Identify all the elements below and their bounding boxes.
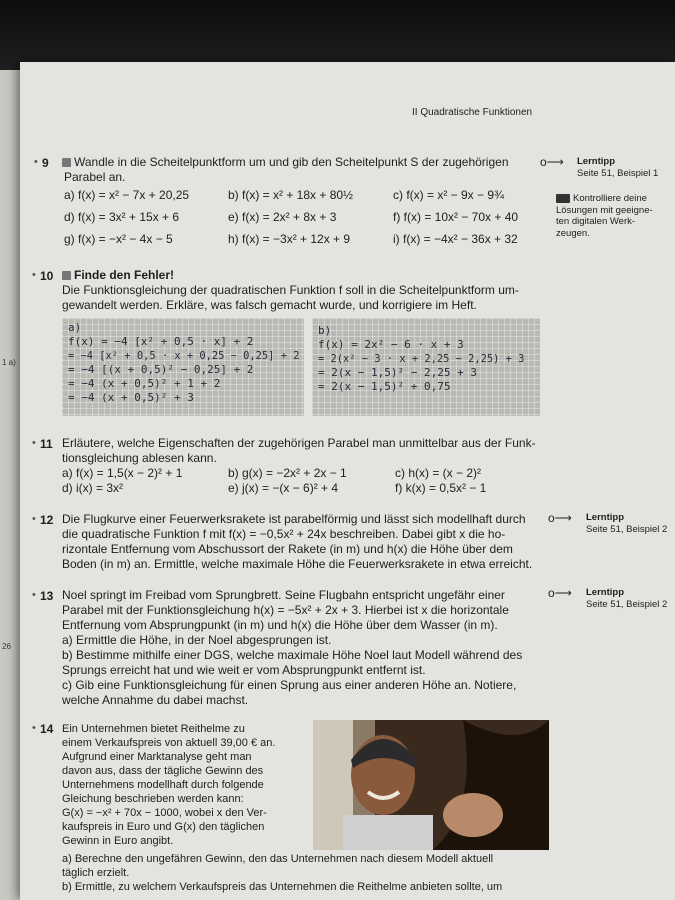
task-text-line: kaufspreis in Euro und G(x) den täglichen [62,821,265,833]
exercise-item: e) j(x) = −(x − 6)² + 4 [228,481,339,495]
task-text-line: Wandle in die Scheitelpunktform um und gib den Scheitelpunkt S der zugehörigen [62,155,509,171]
exercise-item: d) f(x) = 3x² + 15x + 6 [64,210,180,224]
handwritten-line: = −4 (x + 0,5)² + 1 + 2 [68,377,221,390]
task-text-line: Erläutere, welche Eigenschaften der zugehörigen Parabel man unmittelbar aus der Funk- [62,436,536,450]
arrow-right-icon: o⟶ [548,586,572,600]
handwritten-line: = −4 [(x + 0,5)² − 0,25] + 2 [68,363,254,376]
task-text-line: davon aus, dass der tägliche Gewinn des [62,765,264,777]
handwritten-line: a) [68,321,82,334]
task-text-line: Aufgrund einer Marktanalyse geht man [62,751,252,763]
task-text-line: tionsgleichung ablesen kann. [62,451,217,465]
task-text-line: die quadratische Funktion f mit f(x) = −0,5x² + 24x beschreiben. Dabei gibt x die ho- [62,527,506,541]
lerntipp-box: Lerntipp Seite 51, Beispiel 2 [586,587,668,610]
subtask-line: b) Bestimme mithilfe einer DGS, welche maximale Höhe Noel laut Modell während des [62,648,523,662]
exercise-item: b) f(x) = x² + 18x + 80½ [228,188,354,202]
subtask-line: c) Gib eine Funktionsgleichung für einen Sprung aus einer anderen Höhe an. Notiere, [62,678,517,692]
lerntipp-box: Lerntipp Seite 51, Beispiel 2 [586,512,668,535]
task-text-line: Boden (in m) an. Ermittle, welche maximale Höhe die Feuerwerksrakete in etwa erreicht. [62,557,533,571]
exercise-item: b) g(x) = −2x² + 2x − 1 [228,466,347,480]
task-text-line: Gleichung beschrieben werden kann: [62,793,244,805]
handwritten-line: f(x) = 2x² − 6 · x + 3 [318,338,464,351]
task-text-line: Parabel an. [64,170,126,184]
subtask-line: welche Annahme du dabei machst. [62,693,249,707]
handwritten-line: = 2(x² − 3 · x + 2,25 − 2,25) + 3 [318,353,525,365]
task-text-line: Die Funktionsgleichung der quadratischen Funktion f soll in die Scheitelpunktform um- [62,283,519,297]
task-text-line: Unternehmens modellhaft durch folgende [62,779,264,791]
subtask-line: a) Berechne den ungefähren Gewinn, den das Unternehmen nach diesem Modell aktuell [62,853,494,865]
subtask-line: täglich erzielt. [62,867,130,879]
handwritten-line: f(x) = −4 [x² + 0,5 · x] + 2 [68,335,254,348]
task-text-line: Gewinn in Euro angibt. [62,835,174,847]
task-text-line: Entfernung vom Absprungpunkt (in m) und h(x) die Höhe über dem Wasser (in m). [62,618,498,632]
exercise-item: e) f(x) = 2x² + 8x + 3 [228,210,337,224]
exercise-item: c) h(x) = (x − 2)² [395,466,482,480]
exercise-item: a) f(x) = 1,5(x − 2)² + 1 [62,466,183,480]
task-number: 12 [40,513,54,527]
photo-illustration [313,720,549,850]
exercise-item: c) f(x) = x² − 9x − 9¾ [393,188,505,202]
subtask-line: a) Ermittle die Höhe, in der Noel abgesprungen ist. [62,633,332,647]
exercise-item: a) f(x) = x² − 7x + 20,25 [64,188,190,202]
arrow-right-icon: o⟶ [540,155,564,169]
handwritten-line: = 2(x − 1,5)² + 0,75 [318,380,451,393]
handwritten-line: b) [318,324,332,337]
left-page-fragment: 1 a) [2,358,16,367]
lerntipp-box: Lerntipp Seite 51, Beispiel 1 [577,156,659,179]
task-text-line: rizontale Entfernung vom Abschussort der Rakete (in m) und h(x) die Höhe über dem [62,542,513,556]
task-text-line: gewandelt werden. Erkläre, was falsch gemacht wurde, und korrigiere im Heft. [62,298,477,312]
handwritten-line: = −4 (x + 0,5)² + 3 [68,391,194,404]
task-text-line: Die Flugkurve einer Feuerwerksrakete ist parabelförmig und lässt sich modellhaft durch [62,512,526,526]
exercise-item: f) k(x) = 0,5x² − 1 [395,481,487,495]
page-header-title: II Quadratische Funktionen [412,107,533,118]
task-number: 11 [40,437,53,451]
task-text-line: G(x) = −x² + 70x − 1000, wobei x den Ver- [62,807,267,819]
task-text-line: Noel springt im Freibad vom Sprungbrett. Seine Flugbahn entspricht ungefähr einer [62,588,505,602]
exercise-item: i) f(x) = −4x² − 36x + 32 [393,232,518,246]
exercise-item: d) i(x) = 3x² [62,481,124,495]
exercise-item: f) f(x) = 10x² − 70x + 40 [393,210,519,224]
left-page-fragment: 26 [2,642,11,651]
task-number: 14 [40,722,54,736]
worksheet-icon [62,271,71,280]
worksheet-icon [62,158,71,167]
digital-tools-icon [556,194,570,203]
handwritten-line: = 2(x − 1,5)² − 2,25 + 3 [318,366,477,379]
exercise-item: h) f(x) = −3x² + 12x + 9 [228,232,351,246]
left-page-edge [0,70,20,900]
task-text-line: Parabel mit der Funktionsgleichung h(x) = −5x² + 2x + 3. Hierbei ist x die horizontale [62,603,509,617]
arrow-right-icon: o⟶ [548,511,572,525]
digital-note: Kontrolliere deine Lösungen mit geeigne- ten digitalen Werk- zeugen. [556,193,653,239]
subtask-line: Sprungs erreicht hat und wie weit er vom Absprungpunkt entfernt ist. [62,663,426,677]
rider-with-horse-photo [313,720,549,850]
subtask-line: b) Ermittle, zu welchem Verkaufspreis das Unternehmen die Reithelme anbieten sollte, um [62,881,503,893]
exercise-item: g) f(x) = −x² − 4x − 5 [64,232,173,246]
handwritten-line: = −4 [x² + 0,5 · x + 0,25 − 0,25] + 2 [68,350,300,362]
task-number: 10 [40,269,54,283]
task-title: Finde den Fehler! [62,268,174,284]
task-text-line: einem Verkaufspreis von aktuell 39,00 € an. [62,737,276,749]
task-number: 13 [40,589,54,603]
task-text-line: Ein Unternehmen bietet Reithelme zu [62,723,245,735]
task-number: 9 [42,156,49,170]
